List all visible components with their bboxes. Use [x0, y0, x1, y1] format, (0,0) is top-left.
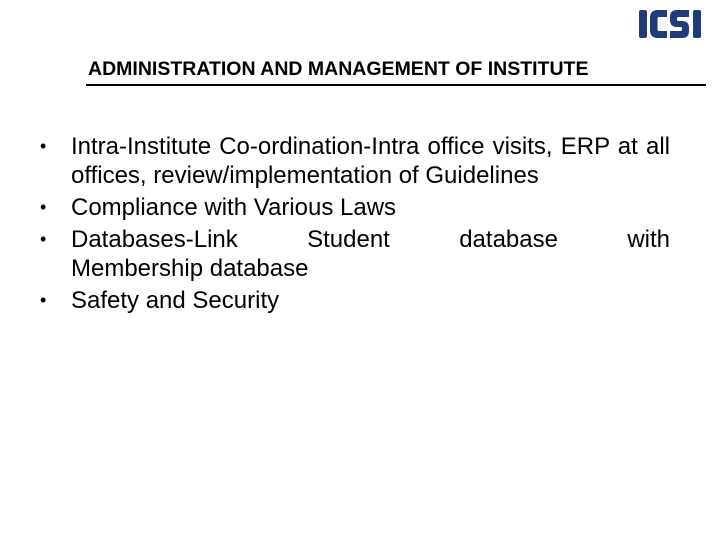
bullet-text: Compliance with Various Laws: [71, 194, 397, 221]
bullet-item-databases: [40, 225, 670, 283]
bullet-item-coordination: [40, 132, 670, 190]
bullet-text: Safety and Security: [71, 287, 280, 314]
bullet-text: Intra-Institute Co-ordination-Intra office visits, ERP at all offices, review/implementation of Guidelines: [71, 133, 670, 189]
bullet-item-compliance: [40, 193, 670, 222]
icsi-logo-text: [636, 42, 637, 43]
bullet-icon: •: [40, 290, 47, 310]
bullet-list: [40, 132, 670, 318]
bullet-text-line-1: Databases-Link Student database with: [71, 226, 670, 253]
icsi-logo-graphic: [636, 4, 706, 42]
icsi-logo: [636, 4, 706, 42]
bullet-item-safety: [40, 286, 670, 315]
slide-title: ADMINISTRATION AND MANAGEMENT OF INSTITUTE: [88, 58, 589, 80]
bullet-icon: •: [40, 197, 47, 217]
bullet-text-line-2: Membership database: [71, 255, 309, 282]
bullet-icon: •: [40, 229, 47, 249]
title-underline: [86, 84, 706, 86]
bullet-icon: •: [40, 136, 47, 156]
